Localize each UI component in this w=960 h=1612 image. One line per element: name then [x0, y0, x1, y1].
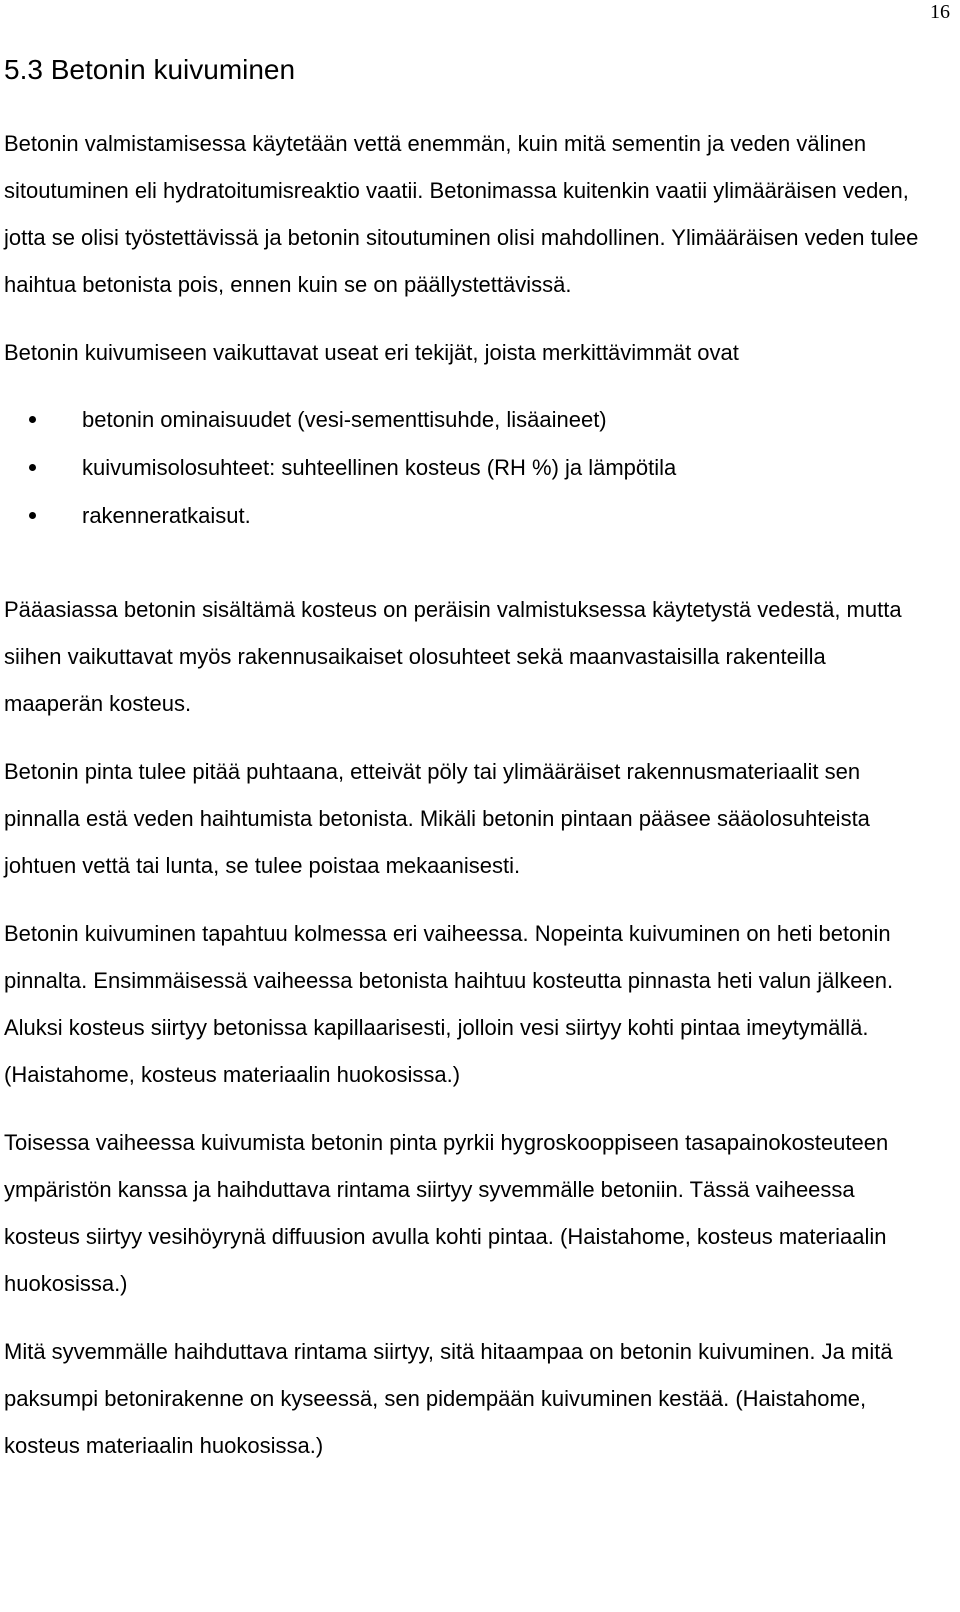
section-heading: 5.3 Betonin kuivuminen [4, 54, 296, 85]
list-item-text: kuivumisolosuhteet: suhteellinen kosteus (RH %) ja lämpötila [82, 455, 677, 480]
page-number: 16 [930, 1, 950, 23]
list-item-text: rakenneratkaisut. [82, 503, 251, 528]
factors-list [4, 396, 924, 540]
paragraph-drying-phase-one: Betonin kuivuminen tapahtuu kolmessa eri vaiheessa. Nopeinta kuivuminen on heti betonin pinnalta. Ensimmäisessä vaiheessa betonista haihtuu kosteutta pinnasta heti valun jälkeen. Aluksi kosteus siirtyy betonissa kapillaarisesti, jolloin vesi siirtyy kohti pintaa imeytymällä. (Haistahome, kosteus materiaalin huokosissa.) [4, 921, 894, 1087]
paragraph-surface-cleanliness: Betonin pinta tulee pitää puhtaana, etteivät pöly tai ylimääräiset rakennusmateriaalit sen pinnalla estä veden haihtumista betonista. Mikäli betonin pintaan pääsee sääolosuhteista johtuen vettä tai lunta, se tulee poistaa mekaanisesti. [4, 759, 870, 878]
list-item [4, 444, 924, 492]
list-item [4, 492, 924, 540]
paragraph-factors-intro: Betonin kuivumiseen vaikuttavat useat eri tekijät, joista merkittävimmät ovat [4, 340, 739, 365]
list-item [4, 396, 924, 444]
list-item-text: betonin ominaisuudet (vesi-sementtisuhde, lisäaineet) [82, 407, 607, 432]
paragraph-moisture-source: Pääasiassa betonin sisältämä kosteus on peräisin valmistuksessa käytetystä vedestä, mutta siihen vaikuttavat myös rakennusaikaiset olosuhteet sekä maanvastaisilla rakenteilla maaperän kosteus. [4, 597, 902, 716]
document-body [4, 120, 924, 1469]
paragraph-drying-depth: Mitä syvemmälle haihduttava rintama siirtyy, sitä hitaampaa on betonin kuivuminen. Ja mitä paksumpi betonirakenne on kyseessä, sen pidempään kuivuminen kestää. (Haistahome, kosteus materiaalin huokosissa.) [4, 1339, 893, 1458]
bullet-icon [29, 464, 36, 471]
paragraph-drying-intro: Betonin valmistamisessa käytetään vettä enemmän, kuin mitä sementin ja veden välinen sitoutuminen eli hydratoitumisreaktio vaatii. Betonimassa kuitenkin vaatii ylimääräisen veden, jotta se olisi työstettävissä ja betonin sitoutuminen olisi mahdollinen. Ylimääräisen veden tulee haihtua betonista pois, ennen kuin se on päällystettävissä. [4, 131, 919, 297]
paragraph-drying-phase-two: Toisessa vaiheessa kuivumista betonin pinta pyrkii hygroskooppiseen tasapainokosteuteen ympäristön kanssa ja haihduttava rintama siirtyy syvemmälle betoniin. Tässä vaiheessa kosteus siirtyy vesihöyrynä diffuusion avulla kohti pintaa. (Haistahome, kosteus materiaalin huokosissa.) [4, 1130, 889, 1296]
bullet-icon [29, 416, 36, 423]
bullet-icon [29, 512, 36, 519]
